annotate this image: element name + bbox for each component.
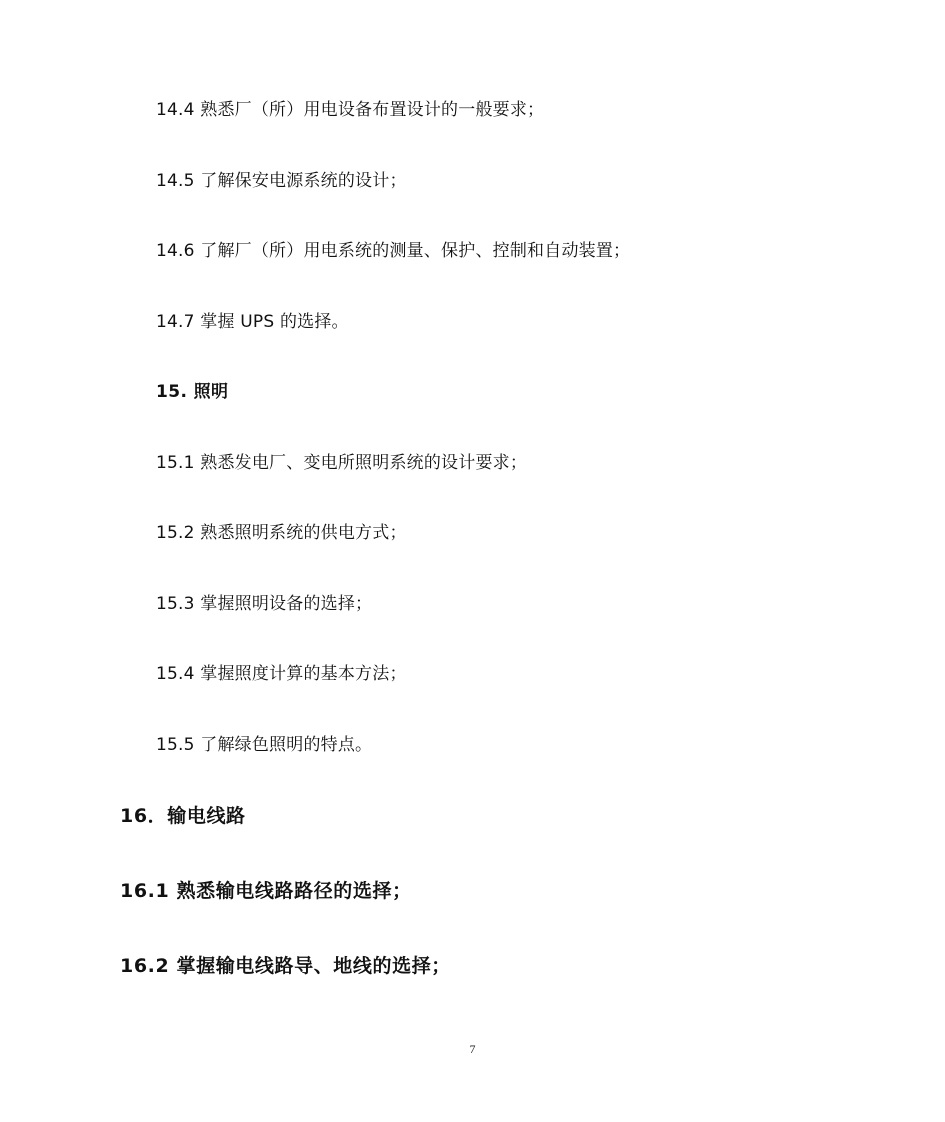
item-16-2: 16.2 掌握输电线路导、地线的选择； [120, 955, 451, 977]
section-16-heading: 16．输电线路 [120, 805, 246, 827]
item-14-7: 14.7 掌握 UPS 的选择。 [156, 312, 349, 332]
item-14-6: 14.6 了解厂（所）用电系统的测量、保护、控制和自动装置； [156, 241, 631, 261]
item-15-4: 15.4 掌握照度计算的基本方法； [156, 664, 407, 684]
item-15-2: 15.2 熟悉照明系统的供电方式； [156, 523, 407, 543]
item-15-5: 15.5 了解绿色照明的特点。 [156, 735, 373, 755]
item-14-4: 14.4 熟悉厂（所）用电设备布置设计的一般要求； [156, 100, 545, 120]
item-16-1: 16.1 熟悉输电线路路径的选择； [120, 880, 412, 902]
section-15-heading: 15. 照明 [156, 382, 229, 402]
item-14-5: 14.5 了解保安电源系统的设计； [156, 171, 407, 191]
page-number: 7 [469, 1042, 476, 1056]
item-15-1: 15.1 熟悉发电厂、变电所照明系统的设计要求； [156, 453, 528, 473]
item-15-3: 15.3 掌握照明设备的选择； [156, 594, 373, 614]
